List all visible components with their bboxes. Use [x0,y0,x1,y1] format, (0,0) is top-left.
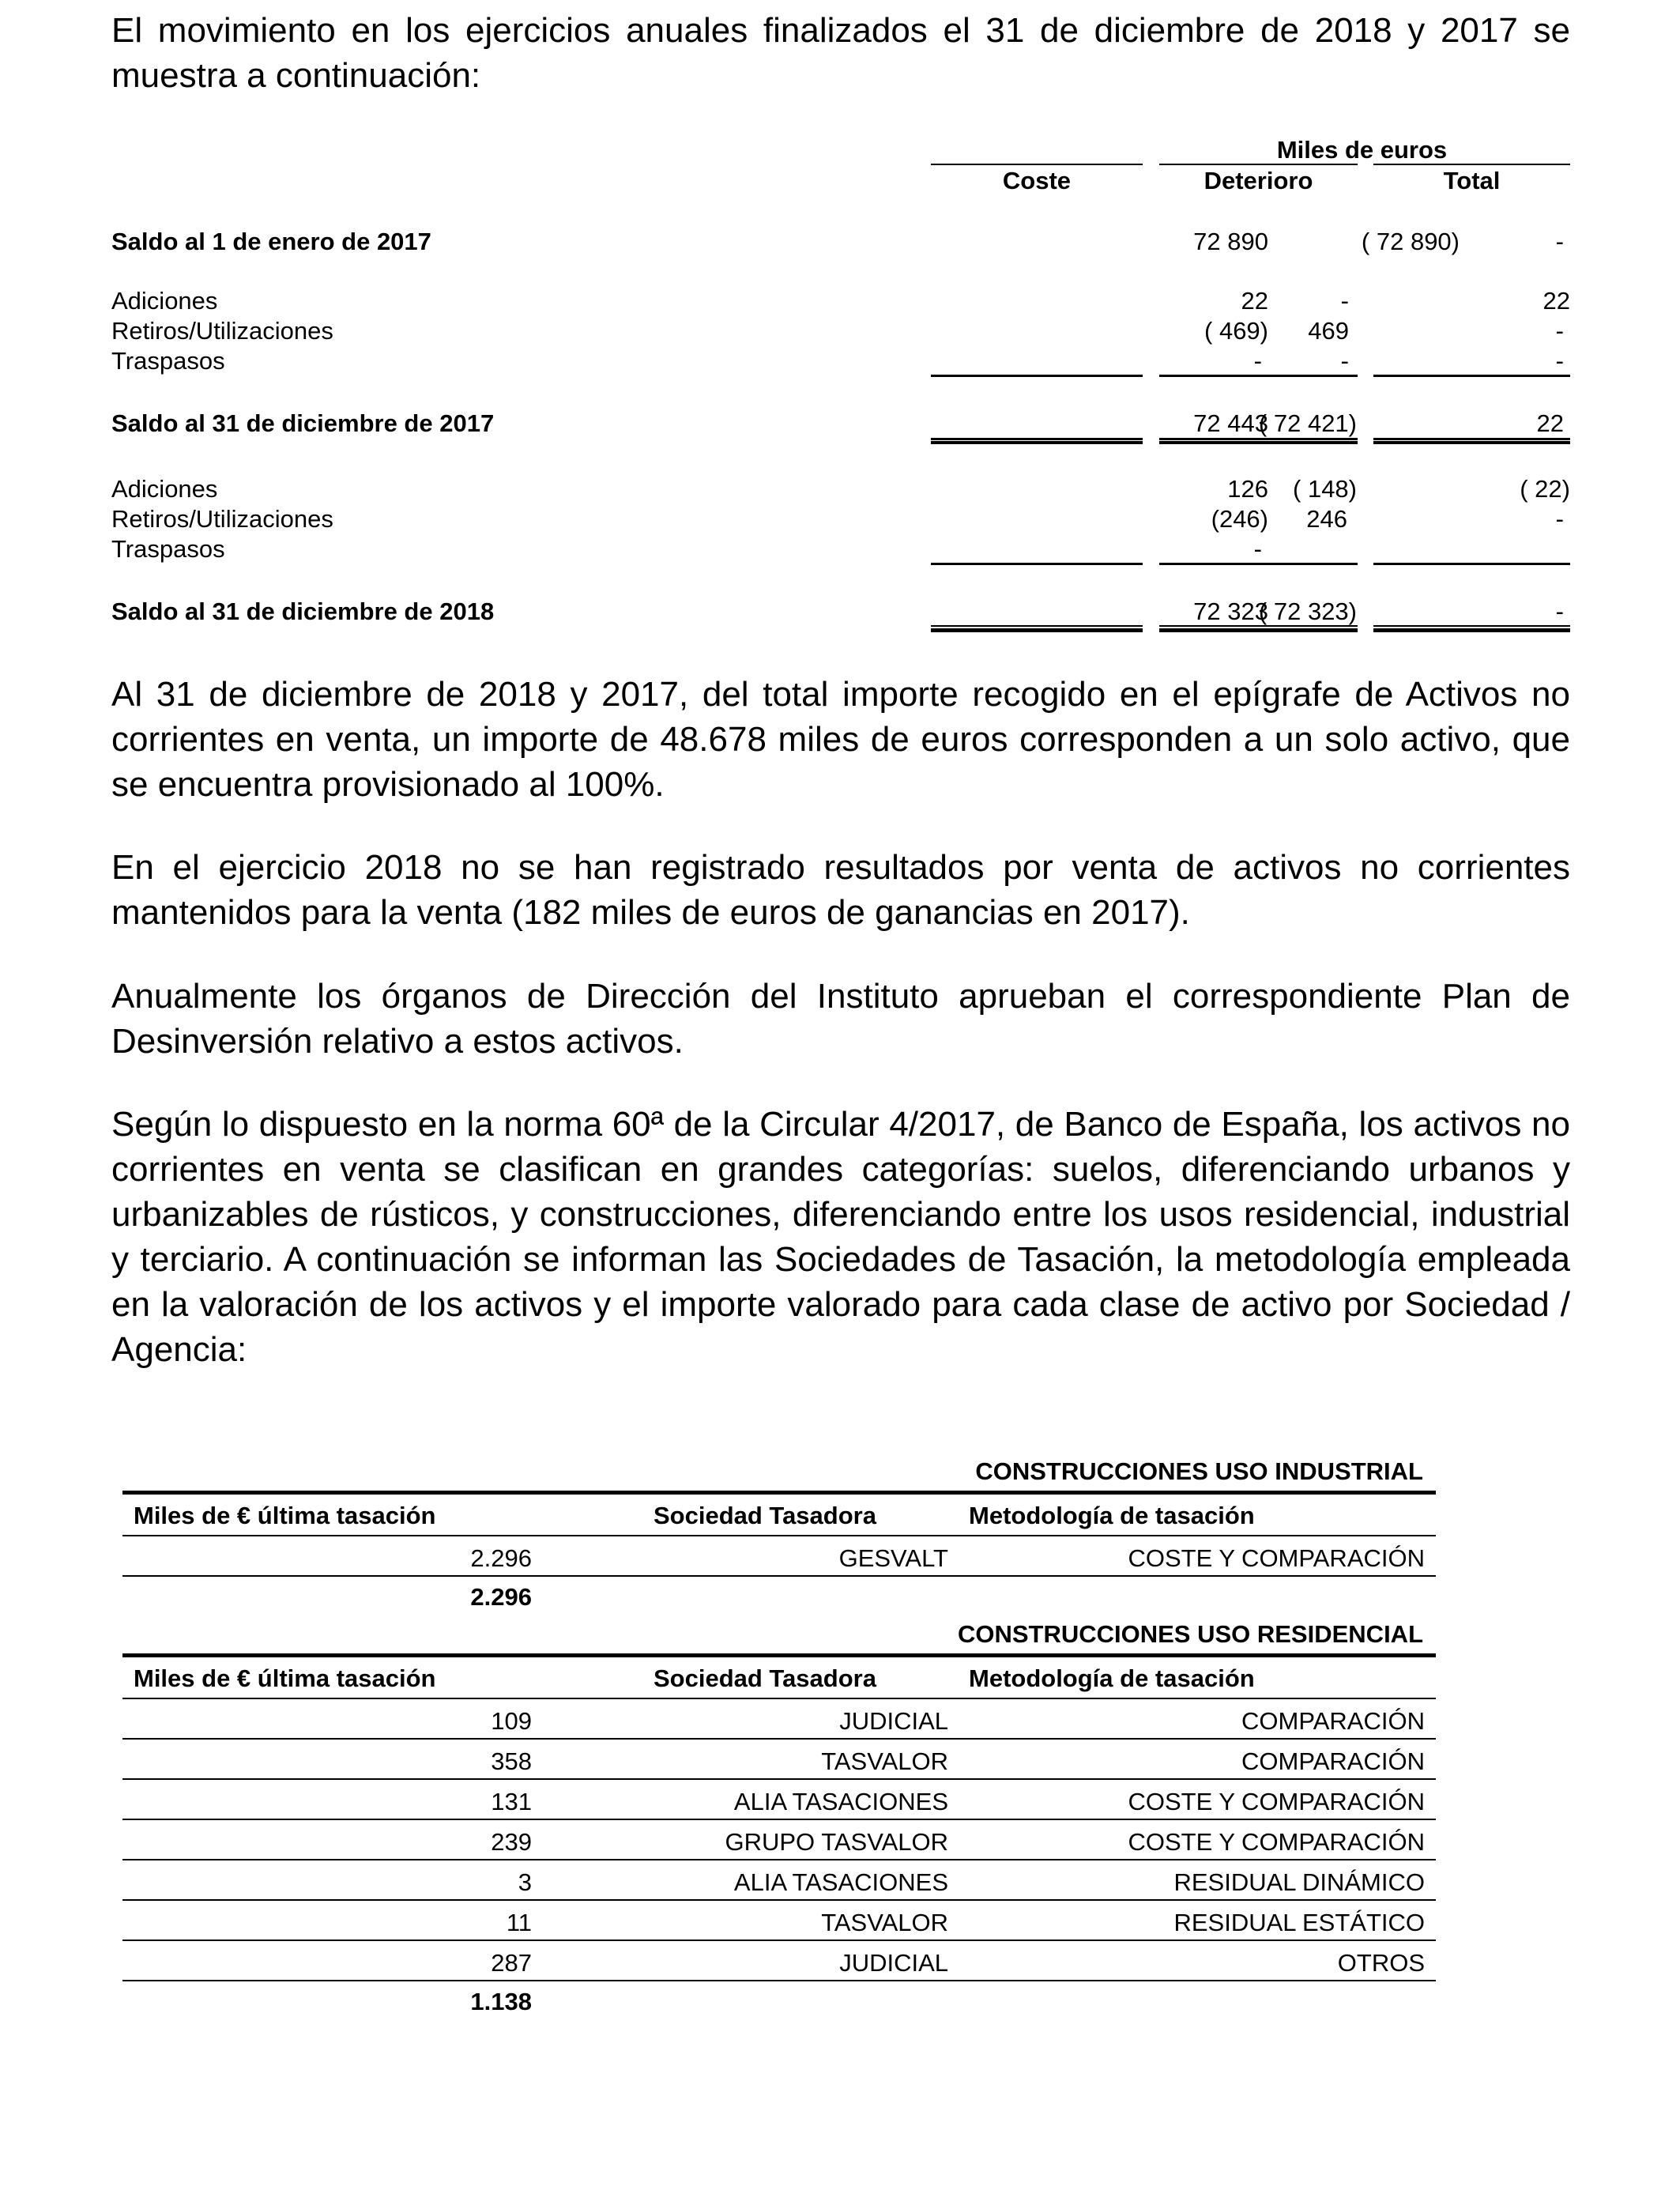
header-method: Metodología de tasación [969,1502,1255,1529]
paragraph-activos: Al 31 de diciembre de 2018 y 2017, del total importe recogido en el epígrafe de Activos no corrientes en venta, un importe de 48.678 miles de euros corresponden a un solo activo, que se encuentra provisionado al 100%. [111,675,1570,804]
cell-total: - [1555,317,1564,345]
cell-method: COMPARACIÓN [1241,1707,1425,1735]
cell-company: TASVALOR [821,1909,948,1936]
column-header-deterioro: Deterioro [1203,167,1313,194]
cell-total: - [1555,347,1564,375]
cell-amount: 11 [506,1909,532,1936]
cell-total: - [1555,228,1564,255]
cell-deterioro: 246 [1306,505,1347,533]
total-double-rule [1159,438,1358,444]
cell-method: RESIDUAL ESTÁTICO [1173,1909,1425,1936]
cell-deterioro: ( 148) [1293,475,1357,503]
row-label: Retiros/Utilizaciones [111,505,333,533]
table-row [122,1780,1436,1820]
table-total: 2.296 [470,1583,532,1611]
paragraph-circular: Según lo dispuesto en la norma 60ª de la Circular 4/2017, de Banco de España, los activos no corrientes en venta se clasifican en grandes categorías: suelos, diferenciando urbanos y urbanizables de rústicos, y construcciones, diferenciando entre los usos residencial, industrial y terciario. A continuación se informan las Sociedades de Tasación, la metodología empleada en la valoración de los activos y el importe valorado para cada clase de activo por Sociedad / Agencia: [111,1105,1570,1369]
cell-coste: - [1253,535,1262,563]
total-double-rule [1373,438,1570,444]
cell-amount: 131 [491,1788,532,1815]
subtotal-rule [1159,563,1358,565]
cell-coste: 72 323 [1193,598,1268,625]
cell-company: JUDICIAL [839,1949,948,1977]
row-label: Saldo al 31 de diciembre de 2018 [111,598,495,625]
cell-company: TASVALOR [821,1747,948,1775]
cell-coste: 72 890 [1193,228,1268,255]
cell-method: COMPARACIÓN [1241,1747,1425,1775]
header-amount: Miles de € última tasación [134,1664,436,1692]
table-row [122,1901,1436,1941]
cell-company: GESVALT [838,1544,948,1572]
header-rule [122,1653,1436,1657]
total-double-rule [1159,625,1358,632]
row-label: Saldo al 31 de diciembre de 2017 [111,409,495,437]
cell-deterioro: ( 72 323) [1258,598,1357,625]
header-rule [1159,164,1358,165]
cell-deterioro: 469 [1308,317,1349,345]
header-method: Metodología de tasación [969,1664,1255,1692]
cell-amount: 239 [491,1828,532,1856]
header-rule [931,164,1143,165]
group-header: Miles de euros [1276,136,1448,164]
row-label: Saldo al 1 de enero de 2017 [111,228,431,255]
total-double-rule [1373,625,1570,632]
cell-company: GRUPO TASVALOR [725,1828,948,1856]
cell-total: 22 [1536,409,1564,437]
cell-method: OTROS [1337,1949,1425,1977]
header-amount: Miles de € última tasación [134,1502,436,1529]
subtotal-rule [1373,563,1570,565]
cell-coste: 22 [1241,287,1268,315]
cell-coste: ( 469) [1204,317,1268,345]
table-title: CONSTRUCCIONES USO INDUSTRIAL [975,1457,1423,1485]
header-rule [1373,164,1570,165]
row-label: Adiciones [111,287,218,315]
subtotal-rule [931,563,1143,565]
total-double-rule [931,438,1143,444]
cell-coste: (246) [1211,505,1268,533]
table-row [122,1941,1436,1981]
total-double-rule [931,625,1143,632]
cell-company: JUDICIAL [839,1707,948,1735]
cell-method: COSTE Y COMPARACIÓN [1128,1788,1425,1815]
cell-amount: 287 [491,1949,532,1977]
cell-deterioro: ( 72 421) [1258,409,1357,437]
subtotal-rule [1159,375,1358,377]
row-label: Traspasos [111,535,225,563]
cell-total: - [1555,598,1564,625]
row-label: Retiros/Utilizaciones [111,317,333,345]
cell-amount: 109 [491,1707,532,1735]
cell-amount: 358 [491,1747,532,1775]
cell-coste: - [1253,347,1262,375]
cell-method: RESIDUAL DINÁMICO [1173,1868,1425,1896]
cell-deterioro: - [1340,287,1349,315]
table-row [122,1740,1436,1780]
table-total: 1.138 [470,1988,532,2015]
table-row [122,1699,1436,1740]
cell-method: COSTE Y COMPARACIÓN [1128,1544,1425,1572]
subtotal-rule [1373,375,1570,377]
cell-total: ( 22) [1520,475,1570,503]
intro-paragraph: El movimiento en los ejercicios anuales finalizados el 31 de diciembre de 2018 y 2017 se muestra a continuación: [111,11,1570,95]
cell-coste: 126 [1227,475,1268,503]
cell-total: 22 [1543,287,1570,315]
column-header-coste: Coste [1002,167,1072,194]
cell-amount: 3 [518,1868,532,1896]
header-company: Sociedad Tasadora [654,1664,876,1692]
cell-method: COSTE Y COMPARACIÓN [1128,1828,1425,1856]
subtotal-rule [931,375,1143,377]
cell-deterioro: - [1340,347,1349,375]
table-title: CONSTRUCCIONES USO RESIDENCIAL [957,1620,1423,1648]
cell-amount: 2.296 [470,1544,532,1572]
table-row [122,1860,1436,1901]
cell-company: ALIA TASACIONES [733,1788,948,1815]
table-row [122,1820,1436,1860]
row-label: Adiciones [111,475,218,503]
cell-total: - [1555,505,1564,533]
column-header-total: Total [1443,167,1501,194]
paragraph-resultados: En el ejercicio 2018 no se han registrado resultados por venta de activos no corrientes mantenidos para la venta (182 miles de euros de ganancias en 2017). [111,848,1570,932]
header-rule [122,1491,1436,1495]
cell-company: ALIA TASACIONES [733,1868,948,1896]
header-company: Sociedad Tasadora [654,1502,876,1529]
cell-coste: 72 443 [1193,409,1268,437]
cell-deterioro: ( 72 890) [1361,228,1460,255]
paragraph-plan: Anualmente los órganos de Dirección del Instituto aprueban el correspondiente Plan de Desinversión relativo a estos activos. [111,977,1570,1061]
table-row [122,1536,1436,1577]
row-label: Traspasos [111,347,225,375]
